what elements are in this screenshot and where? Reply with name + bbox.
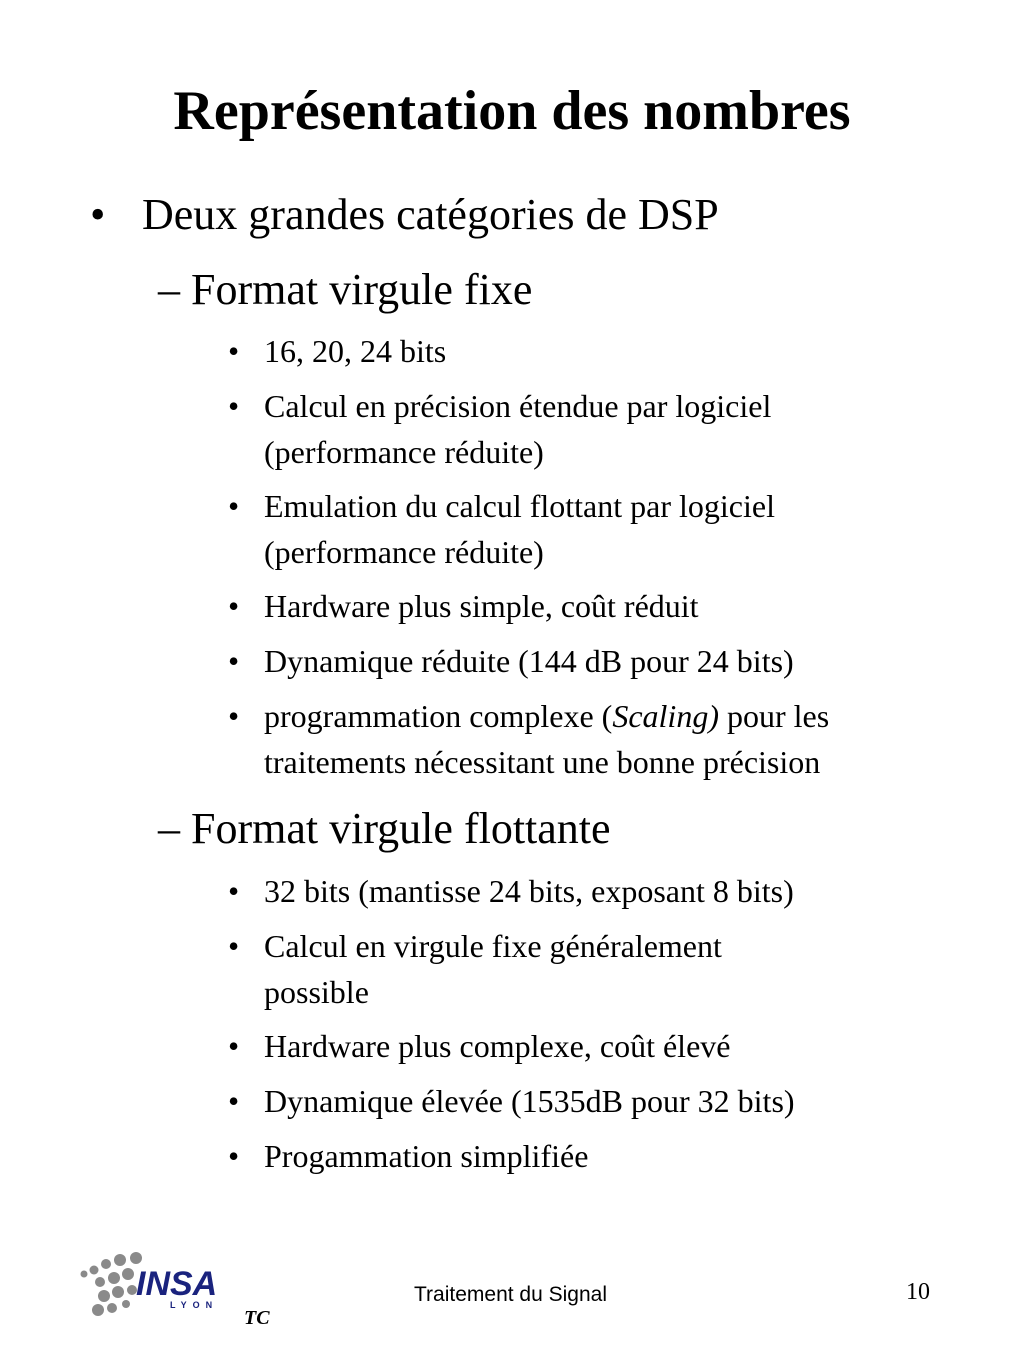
- item-text: Calcul en précision étendue par logiciel: [264, 388, 772, 424]
- item-text: [264, 693, 829, 739]
- bullet-marker: •: [228, 643, 240, 679]
- bullet-text: Deux grandes catégories de DSP: [142, 190, 719, 239]
- item-text: Hardware plus simple, coût réduit: [264, 588, 699, 624]
- item-text-part: pour les: [718, 698, 830, 734]
- insa-logo-icon: [78, 1250, 238, 1322]
- item-text: Emulation du calcul flottant par logiciel: [264, 488, 775, 524]
- bullet-marker: •: [228, 1083, 240, 1119]
- bullet-marker: •: [228, 1138, 240, 1174]
- item-text-continued: (performance réduite): [264, 534, 544, 570]
- insa-logo: [78, 1250, 238, 1322]
- subheading-fixed: – Format virgule fixe: [158, 265, 533, 314]
- logo-sub: LYON: [170, 1300, 219, 1310]
- bullet-marker: •: [228, 928, 240, 964]
- bullet-marker: •: [228, 698, 240, 734]
- item-text-continued: (performance réduite): [264, 434, 544, 470]
- bullet-marker: •: [228, 488, 240, 524]
- bullet-marker: •: [90, 190, 106, 239]
- item-text: Hardware plus complexe, coût élevé: [264, 1028, 731, 1064]
- item-text-italic: Scaling): [612, 698, 719, 734]
- item-text: 32 bits (mantisse 24 bits, exposant 8 bits): [264, 873, 794, 909]
- item-text: Progammation simplifiée: [264, 1138, 589, 1174]
- item-text: Dynamique élevée (1535dB pour 32 bits): [264, 1083, 795, 1119]
- bullet-marker: •: [228, 333, 240, 369]
- item-text-part: programmation complexe (: [264, 698, 613, 734]
- subheading-floating: – Format virgule flottante: [158, 804, 611, 853]
- slide-title: Représentation des nombres: [173, 80, 851, 142]
- item-text: 16, 20, 24 bits: [264, 333, 447, 369]
- item-text: Calcul en virgule fixe généralement: [264, 928, 722, 964]
- item-text: Dynamique réduite (144 dB pour 24 bits): [264, 643, 794, 679]
- bullet-marker: •: [228, 1028, 240, 1064]
- page-number: 10: [906, 1279, 930, 1305]
- item-text-continued: possible: [264, 974, 369, 1010]
- logo-tc-label: TC: [244, 1307, 270, 1329]
- bullet-marker: •: [228, 588, 240, 624]
- bullet-marker: •: [228, 873, 240, 909]
- logo-name: INSA: [136, 1265, 218, 1303]
- item-text-continued: traitements nécessitant une bonne précision: [264, 744, 821, 780]
- bullet-marker: •: [228, 388, 240, 424]
- footer-center-text: Traitement du Signal: [414, 1283, 607, 1306]
